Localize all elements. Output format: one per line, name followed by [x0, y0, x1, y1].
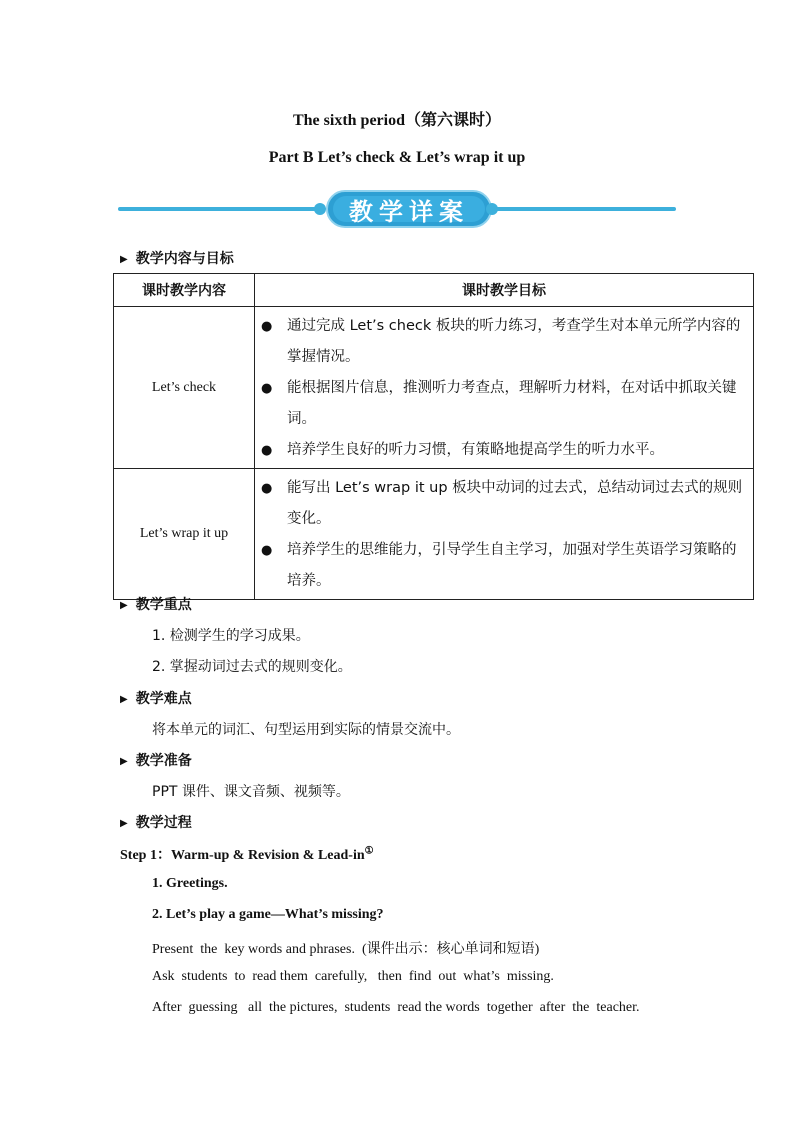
- key-point-item: 2. 掌握动词过去式的规则变化。: [152, 659, 352, 675]
- difficulty-text: 将本单元的词汇、句型运用到实际的情景交流中。: [152, 722, 460, 738]
- section-preparation: ▶ 教学准备: [120, 753, 192, 769]
- key-point-item: 1. 检测学生的学习成果。: [152, 628, 310, 644]
- bullet-icon: ●: [261, 443, 273, 458]
- process-item: 1. Greetings.: [152, 876, 228, 891]
- bullet-icon: ●: [261, 319, 273, 334]
- goal-bullet: ● 培养学生良好的听力习惯，有策略地提高学生的听力水平。: [261, 435, 745, 466]
- banner-line-right: [494, 207, 676, 211]
- step1-title: Step 1：Warm-up & Revision & Lead-in①: [120, 845, 374, 863]
- bullet-icon: ●: [261, 543, 273, 558]
- triangle-icon: ▶: [120, 694, 128, 705]
- process-item: 2. Let’s play a game—What’s missing?: [152, 907, 384, 922]
- footnote-marker: ①: [364, 845, 374, 857]
- goal-bullet: ● 能写出 Let’s wrap it up 板块中动词的过去式，总结动词过去式的规则变化。: [261, 473, 745, 535]
- section-key-points: ▶ 教学重点: [120, 597, 192, 613]
- process-line: After guessing all the pictures, students read the words together after the teacher.: [152, 1000, 640, 1015]
- preparation-text: PPT 课件、课文音频、视频等。: [152, 784, 350, 800]
- banner-line-left: [118, 207, 318, 211]
- period-title: The sixth period（第六课时）: [292, 112, 502, 129]
- section-difficulties: ▶ 教学难点: [120, 691, 192, 707]
- section-banner: [118, 190, 676, 230]
- goal-bullet: ● 能根据图片信息，推测听力考查点，理解听力材料，在对话中抓取关键词。: [261, 373, 745, 435]
- table-row: [114, 469, 754, 600]
- table-row: [114, 307, 754, 469]
- banner-cap-left: [314, 203, 326, 215]
- banner-text: 教学详案: [333, 196, 485, 222]
- section-process: ▶ 教学过程: [120, 815, 192, 831]
- part-title: Part B Let’s check & Let’s wrap it up: [268, 149, 526, 166]
- bullet-icon: ●: [261, 481, 273, 496]
- goals-table: [113, 273, 754, 600]
- table-cell-goals: [255, 307, 754, 469]
- table-cell-content: Let’s check: [114, 307, 255, 469]
- process-line: Present the key words and phrases. (课件出示：核心单词和短语): [152, 942, 540, 957]
- table-header-goals: 课时教学目标: [255, 274, 754, 307]
- triangle-icon: ▶: [120, 600, 128, 611]
- triangle-icon: ▶: [120, 756, 128, 767]
- banner-pill: [326, 190, 492, 228]
- table-header-content: 课时教学内容: [114, 274, 255, 307]
- goal-bullet: ● 通过完成 Let’s check 板块的听力练习，考查学生对本单元所学内容的掌握情况。: [261, 311, 745, 373]
- table-cell-content: Let’s wrap it up: [114, 469, 255, 600]
- goal-bullet: ● 培养学生的思维能力，引导学生自主学习，加强对学生英语学习策略的培养。: [261, 535, 745, 597]
- process-line: Ask students to read them carefully, then find out what’s missing.: [152, 969, 554, 984]
- section-content-goals: ▶ 教学内容与目标: [120, 251, 234, 267]
- table-cell-goals: [255, 469, 754, 600]
- triangle-icon: ▶: [120, 254, 128, 265]
- triangle-icon: ▶: [120, 818, 128, 829]
- table-header-row: [114, 274, 754, 307]
- bullet-icon: ●: [261, 381, 273, 396]
